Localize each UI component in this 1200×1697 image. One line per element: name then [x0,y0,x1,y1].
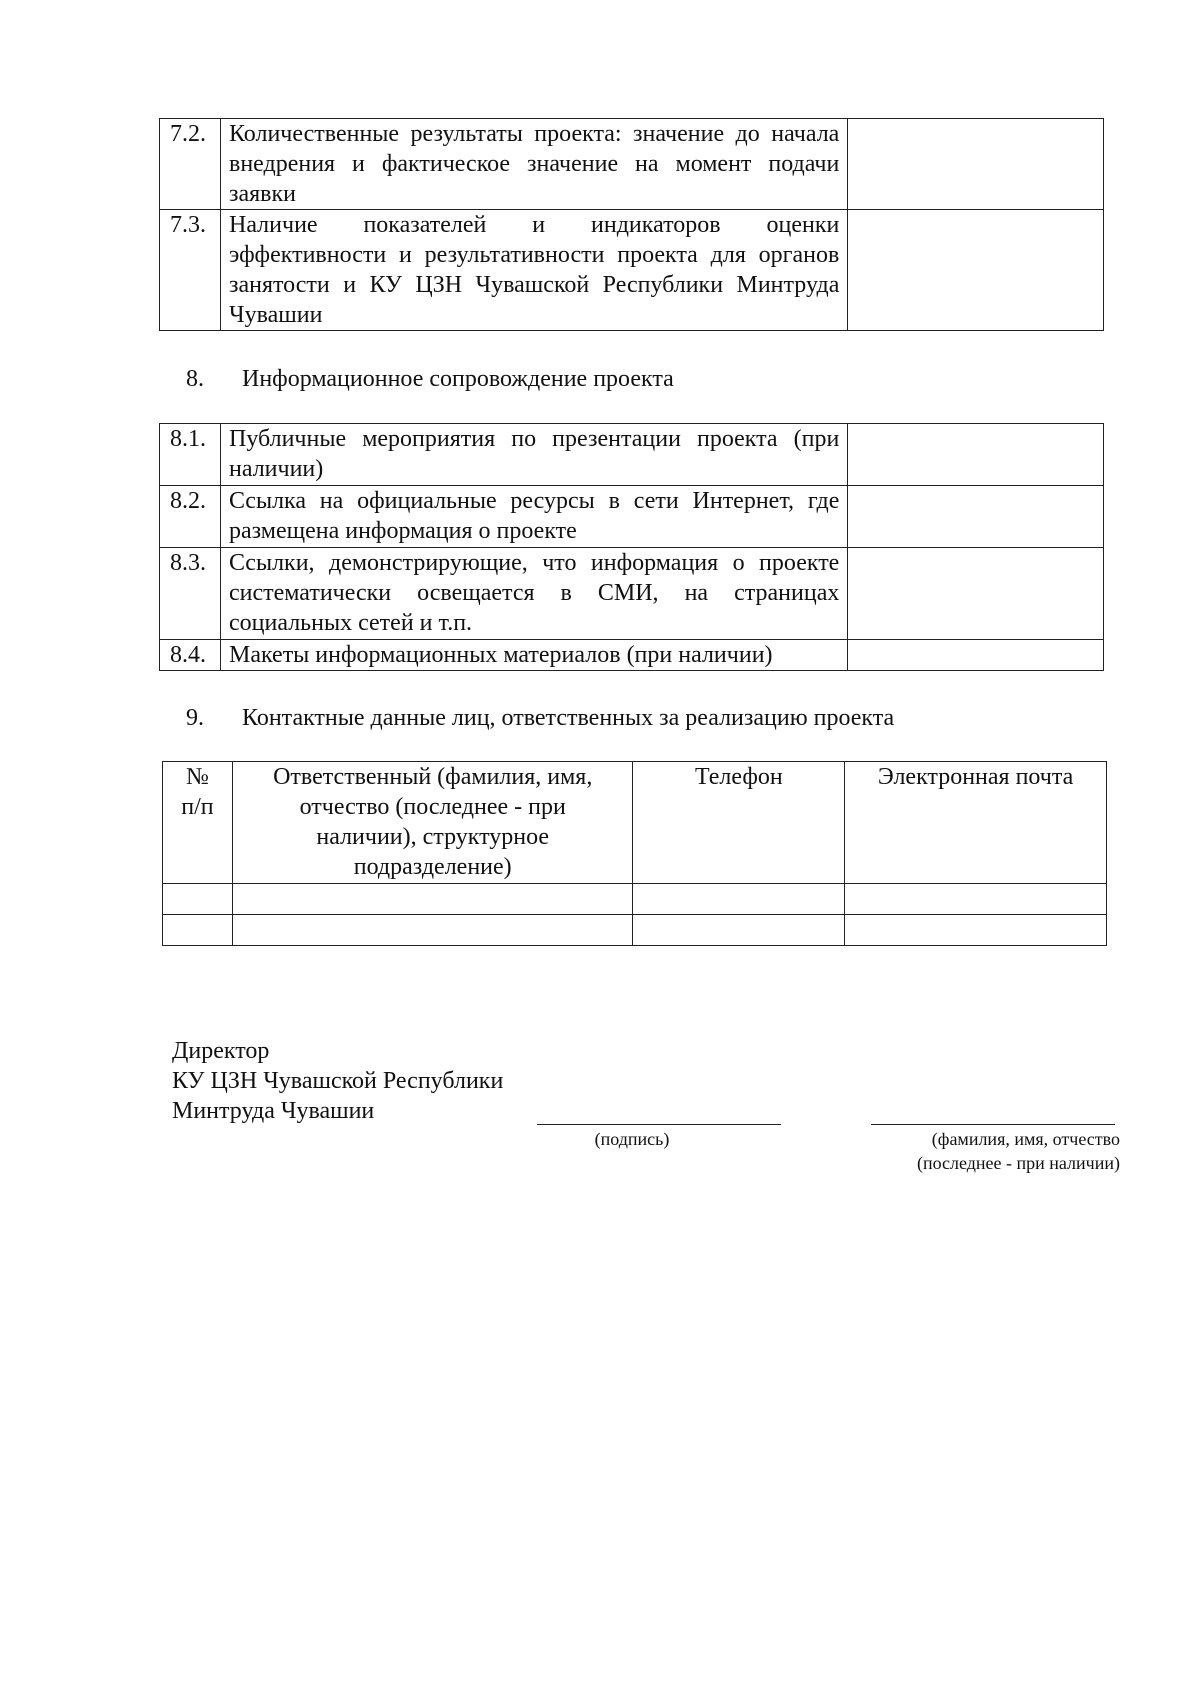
row-number: 8.4. [160,640,221,671]
section-title: Информационное сопровождение проекта [242,366,674,392]
table-row [160,424,1104,486]
row-value-cell[interactable] [848,424,1104,486]
row-description: Наличие показателей и индикаторов оценки эффективности и результативности проекта для органов занятости и КУ ЦЗН Чувашской Республики Минтруда Чувашии [220,210,847,331]
section7-table [159,118,1104,331]
row-value-cell[interactable] [848,640,1104,671]
row-description: Ссылка на официальные ресурсы в сети Интернет, где размещена информация о проекте [220,486,847,548]
section-title: Контактные данные лиц, ответственных за реализацию проекта [242,705,895,731]
contacts-table [162,761,1107,946]
row-number: 7.2. [160,119,221,210]
row-number: 8.3. [160,548,221,640]
contact-phone-cell[interactable] [633,884,845,915]
name-caption-line1: (фамилия, имя, отчество [931,1129,1120,1149]
row-description: Макеты информационных материалов (при наличии) [220,640,847,671]
header-email: Электронная почта [845,762,1107,884]
header-responsible: Ответственный (фамилия, имя, отчество (последнее - при наличии), структурное подразделение) [232,762,633,884]
row-description: Ссылки, демонстрирующие, что информация о проекте систематически освещается в СМИ, на страницах социальных сетей и т.п. [220,548,847,640]
row-value-cell[interactable] [848,486,1104,548]
section8-table [159,423,1104,671]
contact-number-cell[interactable] [163,884,233,915]
row-description: Публичные мероприятия по презентации проекта (при наличии) [220,424,847,486]
signer-ministry: Минтруда Чувашии [172,1098,375,1124]
contact-email-cell[interactable] [845,884,1107,915]
section8-heading [186,364,674,394]
row-number: 8.1. [160,424,221,486]
name-caption [855,1127,1120,1175]
contact-email-cell[interactable] [845,915,1107,946]
table-row [163,915,1107,946]
contact-responsible-cell[interactable] [232,884,633,915]
signer-position: Директор [172,1038,270,1064]
row-number: 8.2. [160,486,221,548]
name-caption-line2: (последнее - при наличии) [916,1153,1120,1173]
row-value-cell[interactable] [848,119,1104,210]
signature-caption: (подпись) [594,1129,670,1149]
section-number: 9. [186,705,204,731]
table-row [163,884,1107,915]
table-row [160,486,1104,548]
section9-heading [186,703,894,733]
table-row [160,640,1104,671]
row-value-cell[interactable] [848,548,1104,640]
contact-phone-cell[interactable] [633,915,845,946]
signature-block [172,1036,503,1126]
table-row [160,119,1104,210]
signer-organization: КУ ЦЗН Чувашской Республики [172,1068,504,1094]
name-line[interactable] [871,1124,1115,1125]
table-row [160,548,1104,640]
table-header-row [163,762,1107,884]
table-row [160,210,1104,331]
section-number: 8. [186,366,204,392]
row-description: Количественные результаты проекта: значение до начала внедрения и фактическое значение на момент подачи заявки [220,119,847,210]
header-phone: Телефон [633,762,845,884]
contact-responsible-cell[interactable] [232,915,633,946]
row-number: 7.3. [160,210,221,331]
signature-line[interactable] [537,1124,781,1125]
header-number: № п/п [163,762,233,884]
row-value-cell[interactable] [848,210,1104,331]
contact-number-cell[interactable] [163,915,233,946]
